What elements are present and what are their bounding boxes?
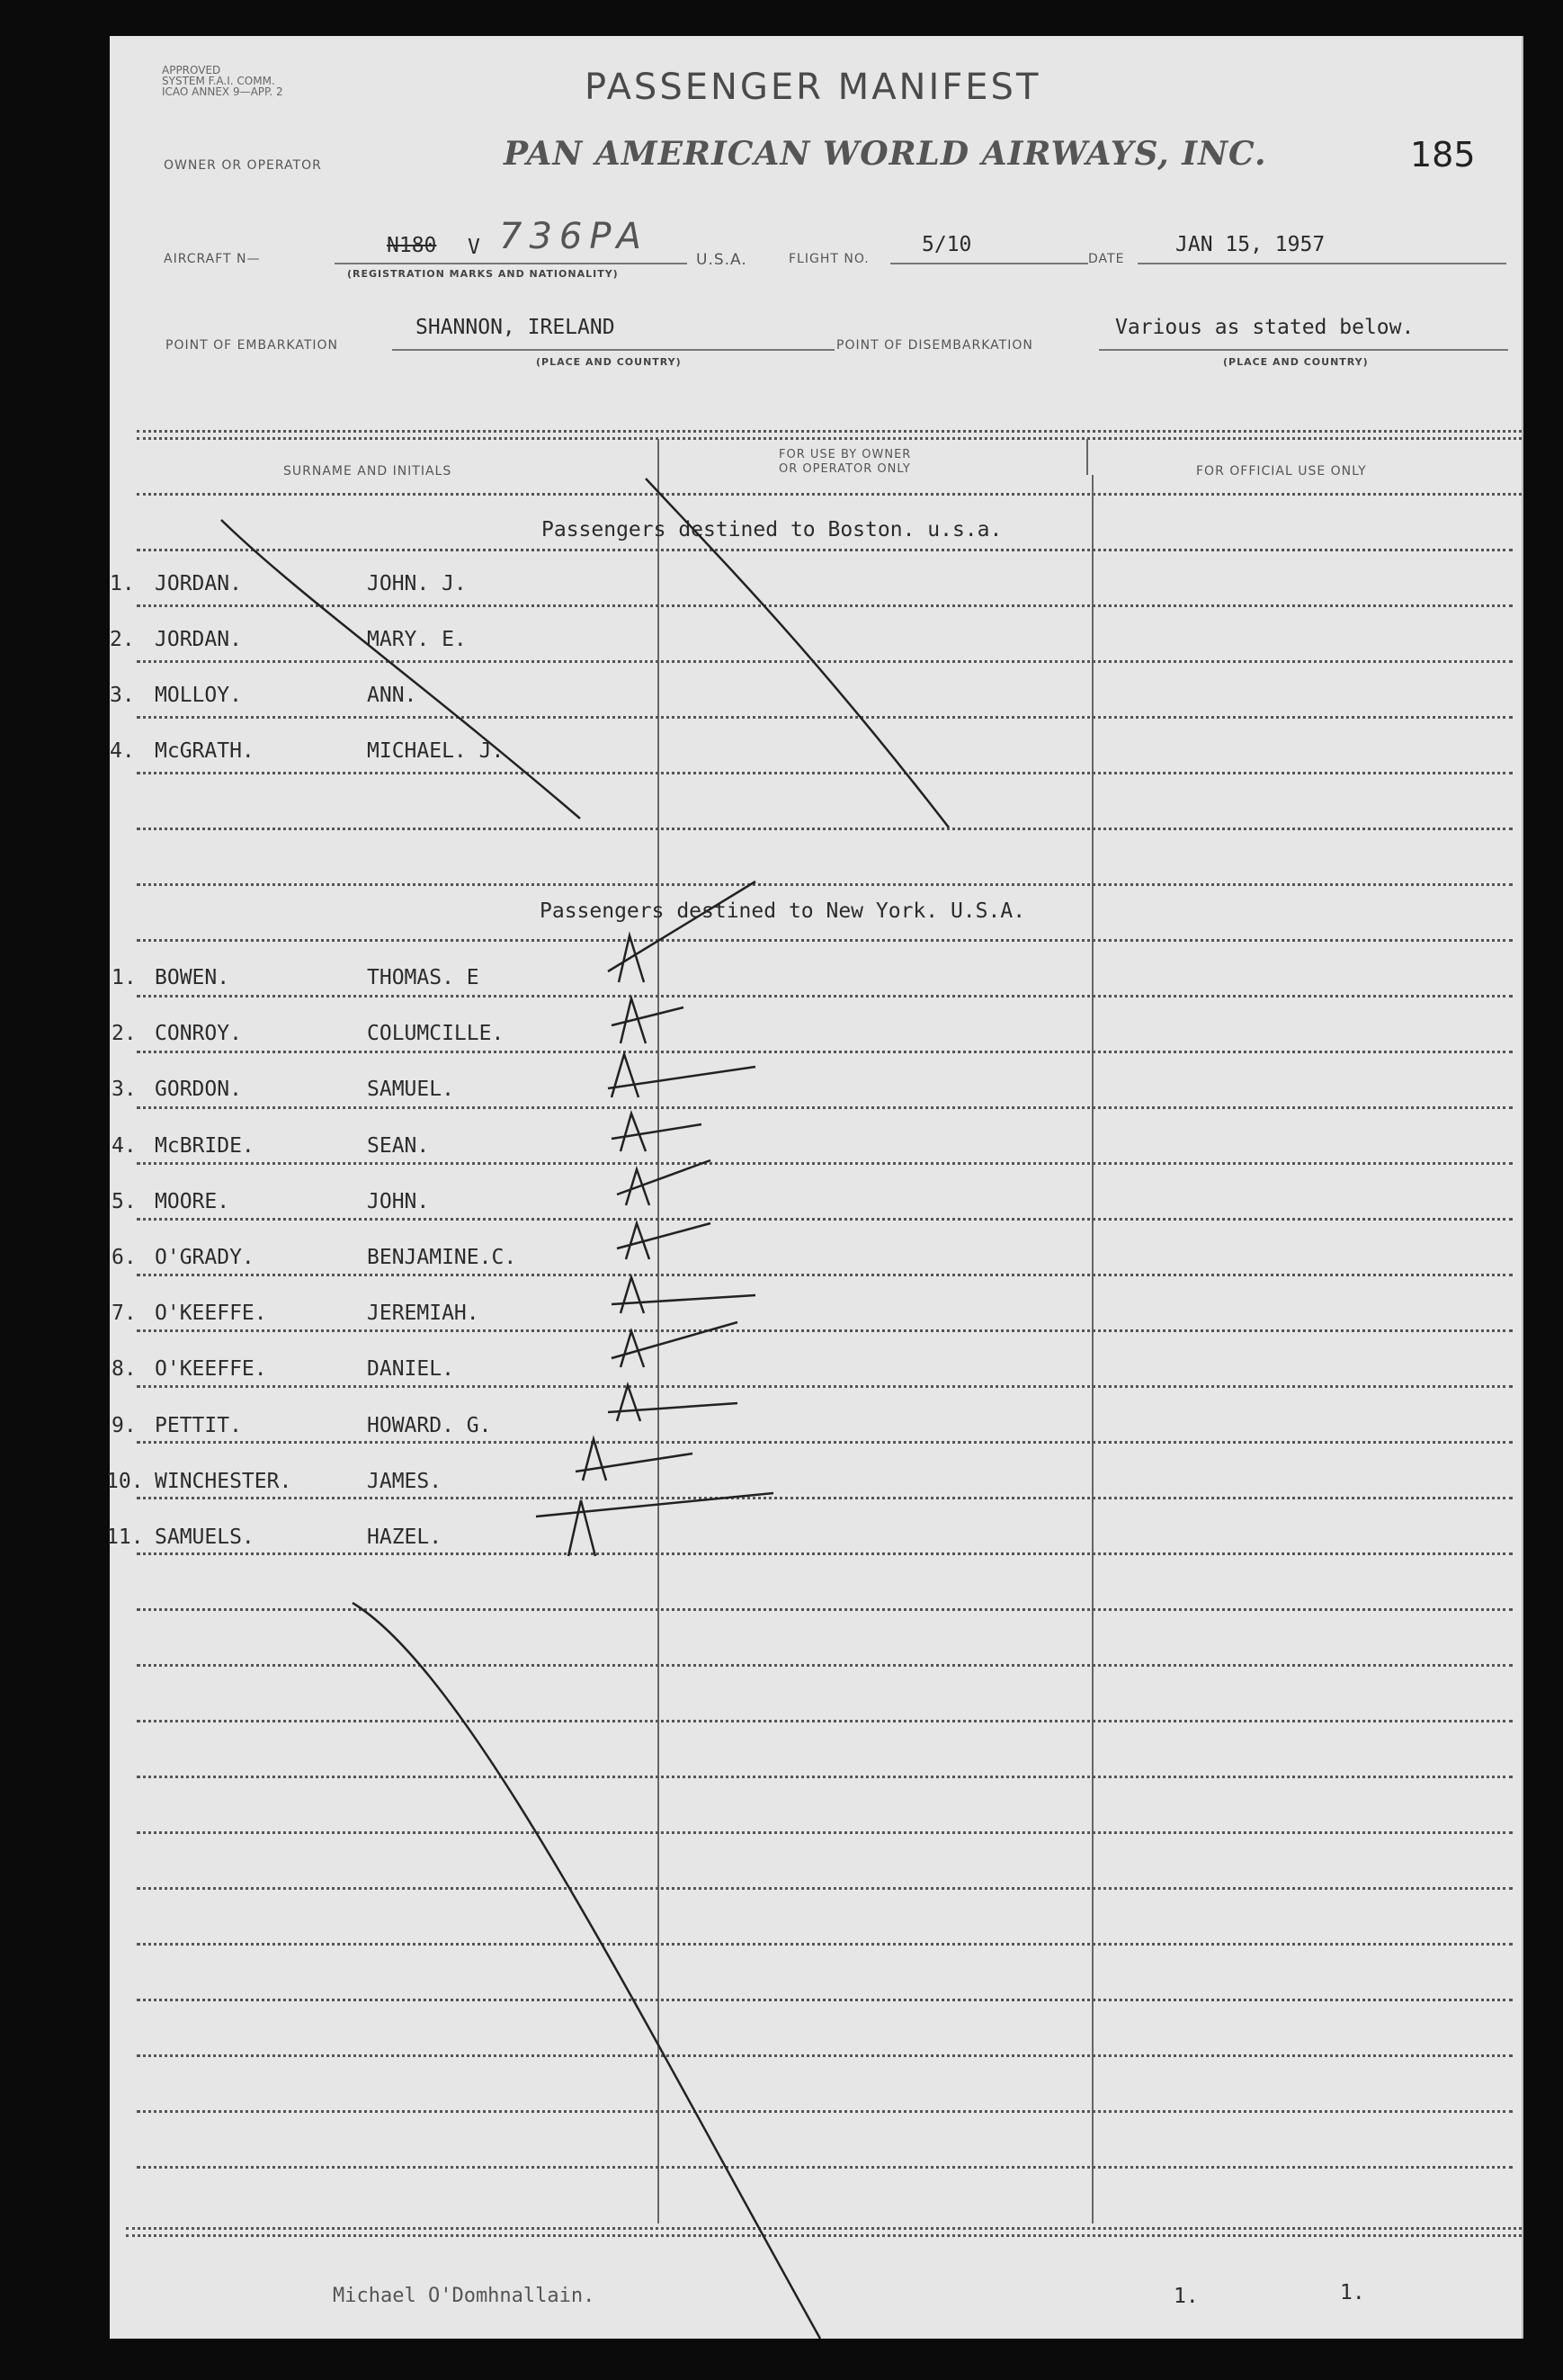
row-number: 2. bbox=[110, 628, 135, 651]
surname: O'GRADY. bbox=[155, 1246, 255, 1269]
column-divider bbox=[1092, 475, 1094, 2223]
column-divider bbox=[1086, 439, 1088, 475]
manifest-sheet bbox=[110, 36, 1523, 2339]
row-rule bbox=[137, 1329, 1513, 1332]
row-number: 3. bbox=[110, 684, 135, 707]
aircraft-v: V bbox=[468, 236, 480, 259]
surname: MOORE. bbox=[155, 1189, 230, 1213]
row-rule bbox=[137, 1218, 1513, 1221]
disembark-value: Various as stated below. bbox=[1115, 316, 1415, 339]
date-underline bbox=[1138, 263, 1506, 264]
surname: WINCHESTER. bbox=[155, 1469, 292, 1493]
row-number: 10. bbox=[106, 1469, 144, 1493]
row-number: 7. bbox=[112, 1302, 137, 1326]
row-number: 4. bbox=[110, 739, 135, 763]
flight-label: FLIGHT NO. bbox=[789, 252, 870, 266]
embark-value: SHANNON, IRELAND bbox=[415, 316, 615, 339]
surname: SAMUELS. bbox=[155, 1526, 255, 1549]
row-rule bbox=[137, 716, 1513, 719]
surname: JORDAN. bbox=[155, 572, 242, 595]
date-label: DATE bbox=[1088, 252, 1125, 266]
column-header-owner: FOR USE BY OWNER bbox=[779, 448, 912, 461]
row-rule bbox=[137, 1943, 1513, 1946]
row-number: 1. bbox=[110, 572, 135, 595]
table-top-rule bbox=[137, 430, 1522, 433]
given-names: DANIEL. bbox=[367, 1357, 454, 1382]
column-header-owner: OR OPERATOR ONLY bbox=[779, 462, 911, 476]
surname: O'KEEFFE. bbox=[155, 1357, 267, 1382]
embark-sublabel: (PLACE AND COUNTRY) bbox=[536, 356, 682, 368]
row-rule bbox=[137, 1608, 1513, 1611]
row-rule bbox=[137, 995, 1513, 998]
disembark-label: POINT OF DISEMBARKATION bbox=[836, 338, 1033, 353]
row-number: 11. bbox=[106, 1526, 144, 1549]
row-rule bbox=[137, 772, 1513, 774]
given-names: JOHN. bbox=[367, 1189, 430, 1213]
surname: CONROY. bbox=[155, 1022, 242, 1046]
owner-value: PAN AMERICAN WORLD AIRWAYS, INC. bbox=[504, 135, 1267, 173]
surname: O'KEEFFE. bbox=[155, 1302, 267, 1326]
row-rule bbox=[137, 2110, 1513, 2113]
row-number: 4. bbox=[112, 1133, 137, 1158]
row-rule bbox=[137, 939, 1513, 942]
given-names: SEAN. bbox=[367, 1133, 430, 1158]
given-names: ANN. bbox=[367, 684, 417, 707]
aircraft-underline bbox=[335, 263, 687, 264]
given-names: HAZEL. bbox=[367, 1526, 442, 1549]
row-rule bbox=[137, 1664, 1513, 1667]
given-names: MICHAEL. J. bbox=[367, 739, 505, 763]
column-header-name: SURNAME AND INITIALS bbox=[283, 464, 452, 479]
flight-underline bbox=[890, 263, 1088, 264]
aircraft-struck-value: N180 bbox=[387, 234, 437, 257]
aircraft-handwritten-value: 736PA bbox=[499, 216, 648, 257]
row-rule bbox=[137, 1106, 1513, 1109]
row-rule bbox=[137, 1720, 1513, 1722]
disembark-underline bbox=[1099, 349, 1508, 351]
row-rule bbox=[137, 1051, 1513, 1053]
given-names: COLUMCILLE. bbox=[367, 1022, 505, 1046]
surname: PETTIT. bbox=[155, 1413, 242, 1437]
usa-label: U.S.A. bbox=[696, 251, 747, 269]
row-rule bbox=[137, 604, 1513, 607]
row-rule bbox=[137, 1162, 1513, 1165]
section-heading-boston: Passengers destined to Boston. u.s.a. bbox=[541, 518, 1003, 541]
page-count: 1. bbox=[1174, 2285, 1199, 2308]
approval-line: ICAO ANNEX 9—APP. 2 bbox=[162, 85, 283, 98]
section-heading-newyork: Passengers destined to New York. U.S.A. bbox=[540, 899, 1026, 923]
header-bottom-rule bbox=[137, 493, 1522, 496]
given-names: SAMUEL. bbox=[367, 1078, 454, 1102]
row-rule bbox=[137, 660, 1513, 663]
approval-line: APPROVED bbox=[162, 64, 221, 76]
row-rule bbox=[137, 549, 1513, 551]
row-rule bbox=[137, 1831, 1513, 1834]
row-rule bbox=[137, 1385, 1513, 1388]
given-names: THOMAS. E bbox=[367, 966, 479, 989]
row-rule bbox=[137, 1497, 1513, 1499]
row-number: 8. bbox=[112, 1357, 137, 1382]
aircraft-label: AIRCRAFT N— bbox=[164, 252, 261, 266]
row-rule bbox=[137, 883, 1513, 886]
surname: McGRATH. bbox=[155, 739, 255, 763]
row-number: 9. bbox=[112, 1413, 137, 1437]
row-rule bbox=[137, 1274, 1513, 1276]
disembark-sublabel: (PLACE AND COUNTRY) bbox=[1223, 356, 1369, 368]
given-names: JAMES. bbox=[367, 1469, 442, 1493]
row-number: 5. bbox=[112, 1189, 137, 1213]
surname: McBRIDE. bbox=[155, 1133, 255, 1158]
surname: BOWEN. bbox=[155, 966, 230, 989]
date-value: JAN 15, 1957 bbox=[1175, 233, 1326, 256]
page-title: PASSENGER MANIFEST bbox=[585, 67, 1041, 108]
owner-label: OWNER OR OPERATOR bbox=[164, 158, 322, 173]
embark-underline bbox=[392, 349, 835, 351]
total-pages: 1. bbox=[1340, 2281, 1365, 2304]
given-names: MARY. E. bbox=[367, 628, 467, 651]
row-number: 1. bbox=[112, 966, 137, 989]
column-header-official: FOR OFFICIAL USE ONLY bbox=[1196, 464, 1367, 479]
row-number: 2. bbox=[112, 1022, 137, 1046]
approval-stamp bbox=[162, 65, 283, 97]
row-rule bbox=[137, 1887, 1513, 1890]
row-number: 6. bbox=[112, 1246, 137, 1269]
row-rule bbox=[137, 1552, 1513, 1555]
page-number: 185 bbox=[1410, 135, 1476, 174]
table-bottom-rule bbox=[126, 2227, 1522, 2230]
embark-label: POINT OF EMBARKATION bbox=[165, 338, 339, 353]
row-rule bbox=[137, 2054, 1513, 2057]
surname: GORDON. bbox=[155, 1078, 242, 1102]
row-rule bbox=[137, 828, 1513, 830]
row-rule bbox=[137, 2166, 1513, 2169]
given-names: BENJAMINE.C. bbox=[367, 1246, 517, 1269]
given-names: JEREMIAH. bbox=[367, 1302, 479, 1326]
given-names: HOWARD. G. bbox=[367, 1413, 492, 1437]
table-top-rule bbox=[137, 437, 1522, 440]
approval-line: SYSTEM F.A.I. COMM. bbox=[162, 75, 275, 87]
surname: MOLLOY. bbox=[155, 684, 242, 707]
surname: JORDAN. bbox=[155, 628, 242, 651]
given-names: JOHN. J. bbox=[367, 572, 467, 595]
aircraft-sublabel: (REGISTRATION MARKS AND NATIONALITY) bbox=[347, 268, 619, 280]
row-rule bbox=[137, 1776, 1513, 1778]
row-rule bbox=[137, 1441, 1513, 1444]
signature-line: Michael O'Domhnallain. bbox=[333, 2285, 595, 2307]
row-rule bbox=[137, 1999, 1513, 2001]
table-bottom-rule bbox=[126, 2234, 1522, 2237]
row-number: 3. bbox=[112, 1078, 137, 1102]
flight-value: 5/10 bbox=[922, 233, 972, 256]
